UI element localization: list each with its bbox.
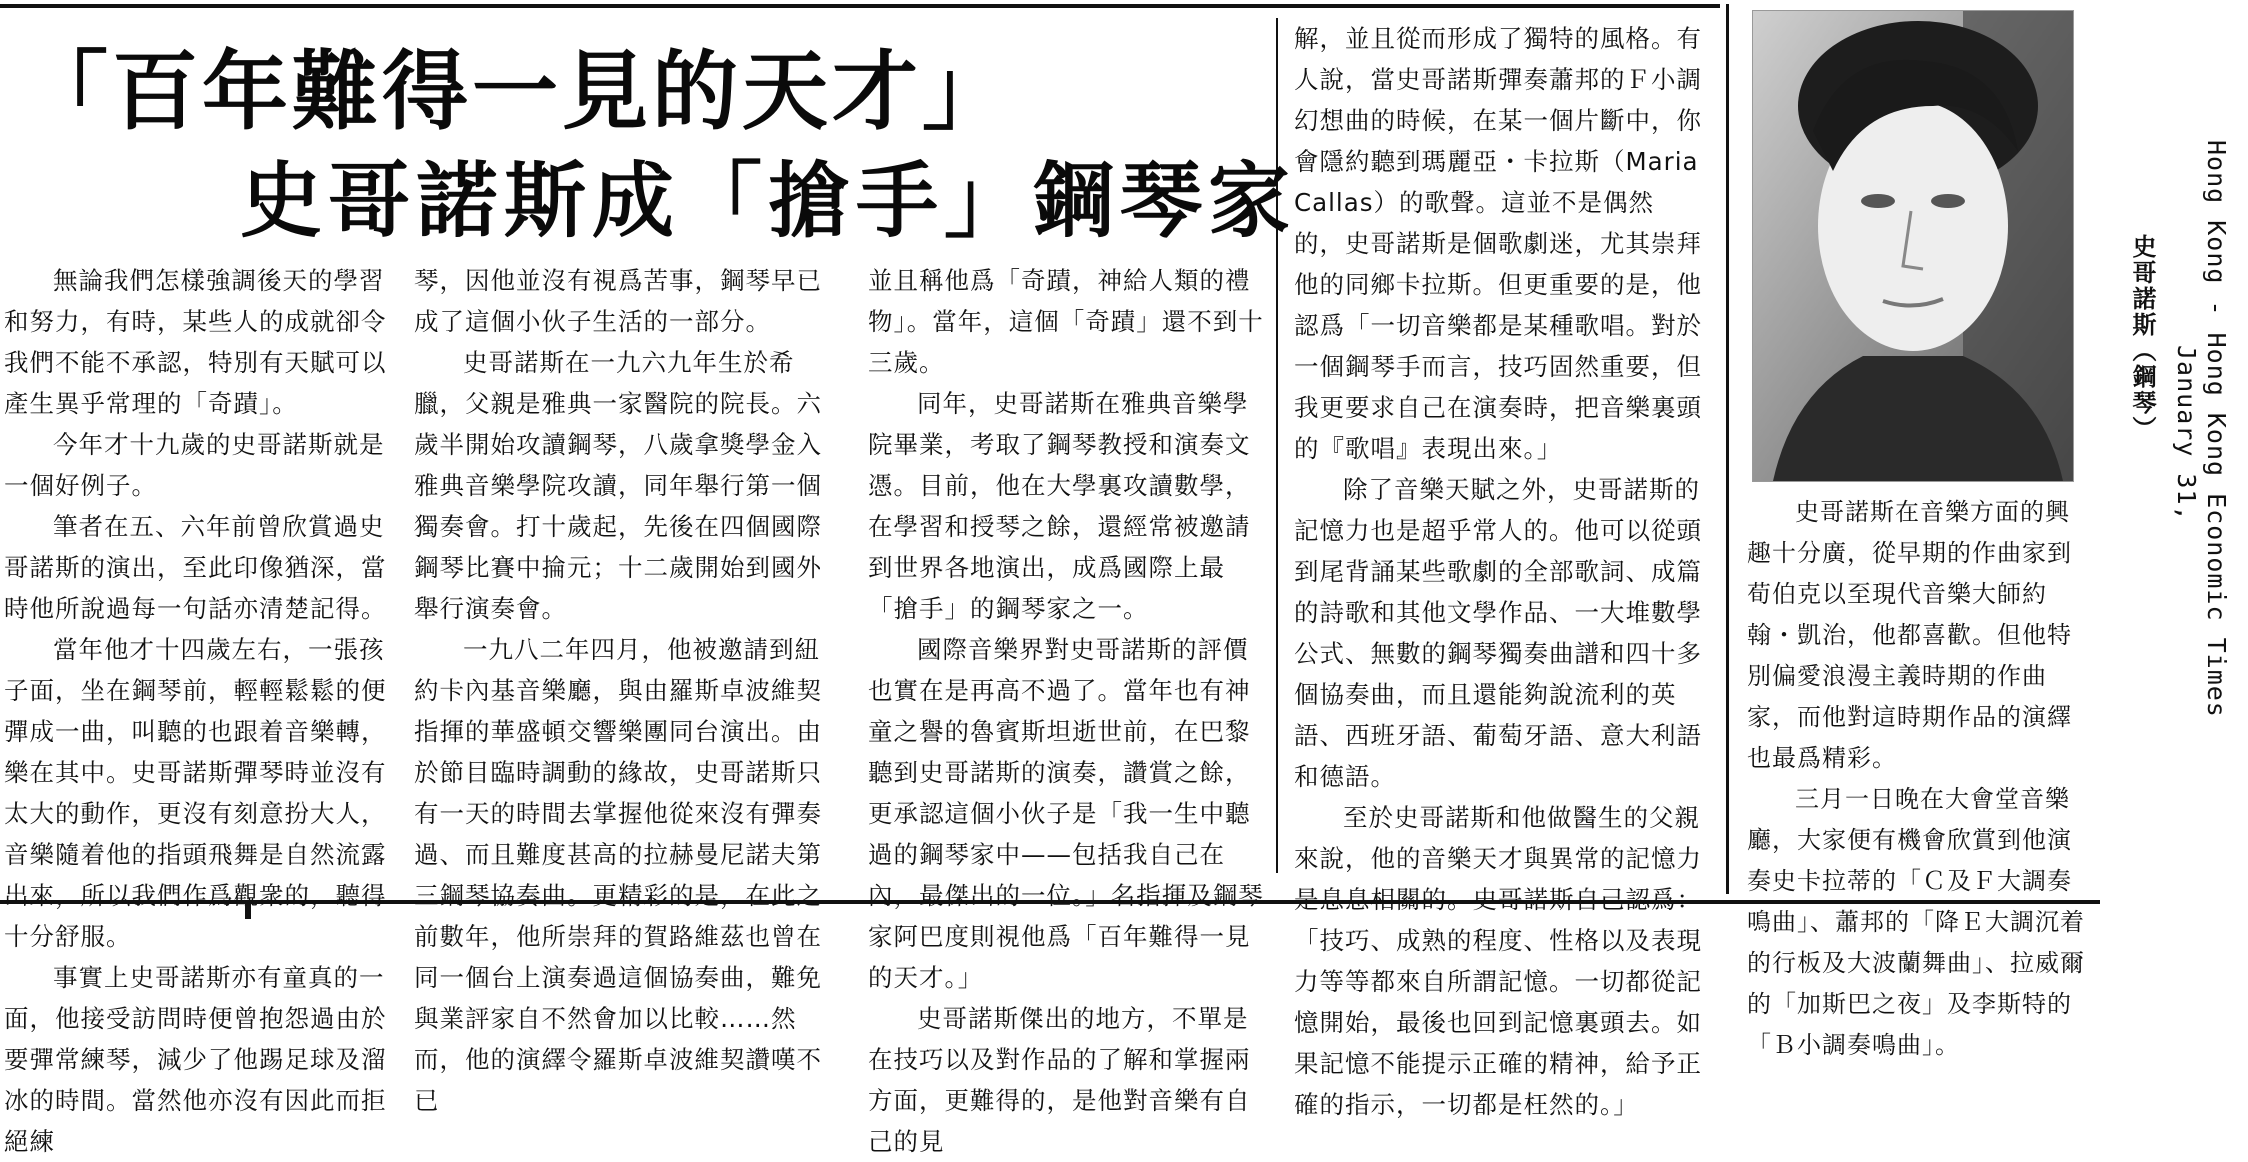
paragraph: 至於史哥諾斯和他做醫生的父親來說，他的音樂天才與異常的記憶力是息息相關的。史哥諾斯自己認爲：「技巧、成熟的程度、性格以及表現力等等都來自所謂記憶。一切都從記憶開始，最後也回到記憶裏頭去。如果記憶不能提示正確的精神，給予正確的指示，一切都是枉然的。」 (1294, 803, 1702, 1119)
paragraph: 一九八二年四月，他被邀請到紐約卡內基音樂廳，與由羅斯卓波維契指揮的華盛頓交響樂團同台演出。由於節目臨時調動的緣故，史哥諾斯只有一天的時間去掌握他從來沒有彈奏過、而且難度甚高的拉赫曼尼諾夫第三鋼琴協奏曲。更精彩的是，在此之前數年，他所崇拜的賀路維茲也曾在同一個台上演奏過這個協奏曲，難免與業評家自不然會加以比較……然而，他的演繹令羅斯卓波維契讚嘆不已 (414, 635, 822, 1115)
paragraph: 國際音樂界對史哥諾斯的評價也實在是再高不過了。當年也有神童之譽的魯賓斯坦逝世前，在巴黎聽到史哥諾斯的演奏，讚賞之餘，更承認這個小伙子是「我一生中聽過的鋼琴家中——包括我自己在內，最傑出的一位。」名指揮及鋼琴家阿巴度則視他爲「百年難得一見的天才。」 (868, 635, 1264, 992)
photo-caption (1747, 492, 2089, 1059)
source-publication: Hong Kong - Hong Kong Economic Times (2202, 140, 2231, 718)
caption-paragraph: 史哥諾斯在音樂方面的興趣十分廣，從早期的作曲家到荀伯克以至現代音樂大師約翰・凱治，他都喜歡。但他特別偏愛浪漫主義時期的作曲家，而他對這時期作品的演繹也最爲精彩。 (1747, 498, 2072, 772)
paragraph: 今年才十九歲的史哥諾斯就是一個好例子。 (4, 430, 385, 500)
photo-label: 史哥諾斯（鋼琴） (2128, 234, 2156, 442)
paragraph: 史哥諾斯在一九六九年生於希臘，父親是雅典一家醫院的院長。六歲半開始攻讀鋼琴，八歲拿獎學金入雅典音樂學院攻讀，同年舉行第一個獨奏會。打十歲起，先後在四個國際鋼琴比賽中掄元；十二歲開始到國外舉行演奏會。 (414, 348, 822, 623)
paragraph: 史哥諾斯傑出的地方，不單是在技巧以及對作品的了解和掌握兩方面，更難得的，是他對音樂有自己的見 (868, 1004, 1251, 1156)
paragraph: 當年他才十四歲左右，一張孩子面，坐在鋼琴前，輕輕鬆鬆的便彈成一曲，叫聽的也跟着音樂轉，樂在其中。史哥諾斯彈琴時並沒有太大的動作，更沒有刻意扮大人，音樂隨着他的指頭飛舞是自然流露出來，所以我們作爲觀衆的，聽得十分舒服。 (4, 635, 387, 951)
source-date: January 31, (2172, 345, 2201, 522)
paragraph: 並且稱他爲「奇蹟，神給人類的禮物」。當年，這個「奇蹟」還不到十三歲。 (868, 266, 1264, 377)
article-column-2 (414, 260, 822, 1115)
column-rule-4-photo (1726, 4, 1729, 894)
article-column-4 (1294, 18, 1704, 1119)
paragraph: 事實上史哥諾斯亦有童真的一面，他接受訪問時便曾抱怨過由於要彈常練琴，減少了他踢足球及溜冰的時間。當然他亦沒有因此而拒絕練 (4, 963, 387, 1156)
caption-paragraph: 三月一日晚在大會堂音樂廳，大家便有機會欣賞到他演奏史卡拉蒂的「Ｃ及Ｆ大調奏鳴曲」、蕭邦的「降Ｅ大調沉着的行板及大波蘭舞曲」、拉威爾的「加斯巴之夜」及李斯特的「Ｂ小調奏鳴曲」。 (1747, 785, 2085, 1059)
paragraph: 無論我們怎樣強調後天的學習和努力，有時，某些人的成就卻令我們不能不承認，特別有天賦可以產生異乎常理的「奇蹟」。 (4, 266, 387, 418)
portrait-illustration (1753, 11, 2073, 481)
paragraph: 除了音樂天賦之外，史哥諾斯的記憶力也是超乎常人的。他可以從頭到尾背誦某些歌劇的全部歌詞、成篇的詩歌和其他文學作品、一大堆數學公式、無數的鋼琴獨奏曲譜和四十多個協奏曲，而且還能夠說流利的英語、西班牙語、葡萄牙語、意大利語和德語。 (1294, 475, 1702, 791)
article-column-1 (4, 260, 388, 1156)
headline-line-1: 「百年難得一見的天才」 (22, 41, 1012, 142)
paragraph: 解，並且從而形成了獨特的風格。有人說，當史哥諾斯彈奏蕭邦的Ｆ小調幻想曲的時候，在某一個片斷中，你會隱約聽到瑪麗亞・卡拉斯（Maria Callas）的歌聲。這並不是偶然的，史哥諾斯是個歌劇迷，尤其崇拜他的同鄉卡拉斯。但更重要的是，他認爲「一切音樂都是某種歌唱。對於一個鋼琴手而言，技巧固然重要，但我更要求自己在演奏時，把音樂裏頭的『歌唱』表現出來。」 (1294, 24, 1702, 463)
portrait-photo (1752, 10, 2074, 482)
paragraph: 同年，史哥諾斯在雅典音樂學院畢業，考取了鋼琴教授和演奏文憑。目前，他在大學裏攻讀數學，在學習和授琴之餘，還經常被邀請到世界各地演出，成爲國際上最「搶手」的鋼琴家之一。 (868, 389, 1251, 623)
top-rule (0, 4, 1720, 8)
headline-line-2: 史哥諾斯成「搶手」鋼琴家 (240, 153, 1297, 249)
article-column-3 (868, 260, 1270, 1156)
paragraph: 琴，因他並沒有視爲苦事，鋼琴早已成了這個小伙子生活的一部分。 (414, 266, 822, 336)
paragraph: 筆者在五、六年前曾欣賞過史哥諾斯的演出，至此印像猶深，當時他所說過每一句話亦清楚記得。 (4, 512, 387, 623)
